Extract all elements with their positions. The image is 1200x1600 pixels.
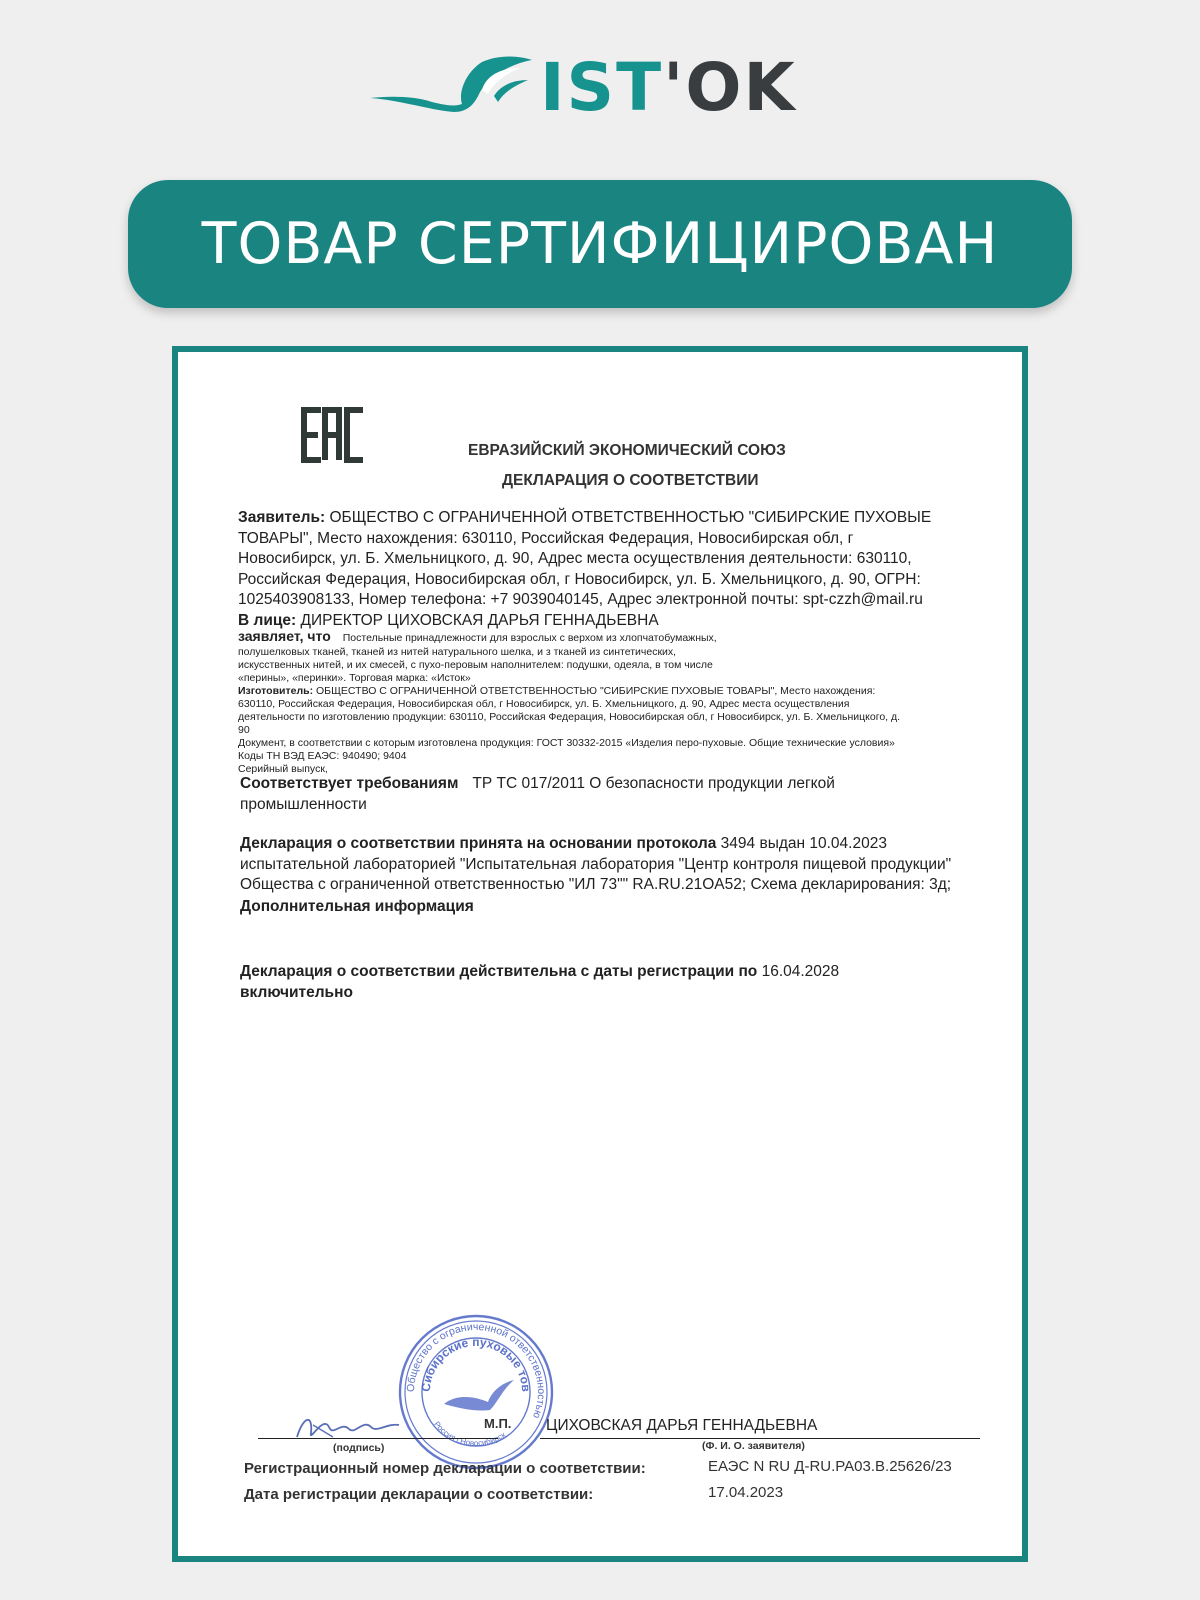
svg-text:Сибирские пуховые товары: Сибирские пуховые тов <box>418 1334 534 1393</box>
eac-mark <box>301 407 367 468</box>
certified-banner <box>128 180 1072 308</box>
reg-date-label: Дата регистрации декларации о соответствии: <box>244 1486 594 1503</box>
additional-info-label: Дополнительная информация <box>240 898 474 915</box>
protocol-block: Декларация о соответствии принята на основании протокола 3494 выдан 10.04.2023 испытательной лабораторией "Испытательная лаборатория "Центр контроля пищевой продукции" Общества с ограниченной ответственностью "ИЛ 73"" RA.RU.21OA52; Схема декларирования: 3д; <box>240 835 952 893</box>
conformity-block: Соответствует требованиям ТР ТС 017/2011 О безопасности продукции легкой промышленности <box>240 775 835 813</box>
applicant-block: Заявитель: ОБЩЕСТВО С ОГРАНИЧЕННОЙ ОТВЕТСТВЕННОСТЬЮ "СИБИРСКИЕ ПУХОВЫЕ ТОВАРЫ", Место нахождения: 630110, Российская Федерация, Новосибирская обл, г Новосибирск, ул. Б. Хмельницкого, д. 90, Адрес места осуществления деятельности: 630110, Российская Федерация, Новосибирская обл, г Новосибирск, ул. Б. Хмельницкого, д. 90, ОГРН: 1025403908133, Номер телефона: +7 9039040145, Адрес электронной почты: spt-czzh@mail.ru В лице: ДИРЕКТОР ЦИХОВСКАЯ ДАРЬЯ ГЕННАДЬЕВНА <box>238 509 932 629</box>
mp-label: М.П. <box>484 1416 512 1431</box>
validity-block: Декларация о соответствии действительна с даты регистрации по 16.04.2028 включительно <box>240 963 840 1001</box>
signature-caption: (подпись) <box>333 1442 385 1454</box>
name-line <box>540 1438 980 1439</box>
banner-text: ТОВАР СЕРТИФИЦИРОВАН <box>201 211 999 277</box>
bird-icon <box>370 52 540 124</box>
reg-number-value: ЕАЭС N RU Д-RU.PA03.B.25626/23 <box>708 1458 952 1475</box>
declaration-document <box>172 346 1028 1562</box>
company-seal <box>396 1312 556 1477</box>
product-block: заявляет, что Постельные принадлежности для взрослых с верхом из хлопчатобумажных, полушелковых тканей, тканей из нитей натурального шелка, и з тканей из синтетических, искусственных нитей, и их смесей, с пухо-перовым наполнителем: подушки, одеяла, в том числе «перины», «перинки». Торговая марка: «Исток» Изготовитель: ОБЩЕСТВО С ОГРАНИЧЕННОЙ ОТВЕТСТВЕННОСТЬЮ "СИБИРСКИЕ ПУХОВЫЕ ТОВАРЫ", Место нахождения: 630110, Российская Федерация, Новосибирская обл, г Новосибирск, ул. Б. Хмельницкого, д. 90, Адрес места осуществления деятельности по изготовлению продукции: 630110, Российская Федерация, Новосибирская обл, г Новосибирск, ул. Б. Хмельницкого, д. 90 Документ, в соответствии с которым изготовлена продукция: ГОСТ 30332-2015 «Изделия перо-пуховые. Общие технические условия» Коды ТН ВЭД ЕАЭС: 940490; 9404 Серийный выпуск, <box>238 628 901 775</box>
reg-date-value: 17.04.2023 <box>708 1484 784 1501</box>
declaration-title: ДЕКЛАРАЦИЯ О СООТВЕТСТВИИ <box>502 472 759 489</box>
union-title: ЕВРАЗИЙСКИЙ ЭКОНОМИЧЕСКИЙ СОЮЗ <box>468 442 786 459</box>
svg-text:Россия г.Новосибирск: Россия г.Новосибирск <box>432 1419 508 1448</box>
reg-number-label: Регистрационный номер декларации о соответствии: <box>244 1460 646 1477</box>
fio-caption: (Ф. И. О. заявителя) <box>702 1440 805 1452</box>
signer-name: ЦИХОВСКАЯ ДАРЬЯ ГЕННАДЬЕВНА <box>546 1417 818 1434</box>
svg-text:Общество с ограниченной ответс: Общество с ограниченной ответственностью <box>404 1320 548 1420</box>
brand-name: IST'OK <box>540 49 797 126</box>
brand-logo <box>370 49 797 126</box>
signature-line <box>258 1438 498 1439</box>
